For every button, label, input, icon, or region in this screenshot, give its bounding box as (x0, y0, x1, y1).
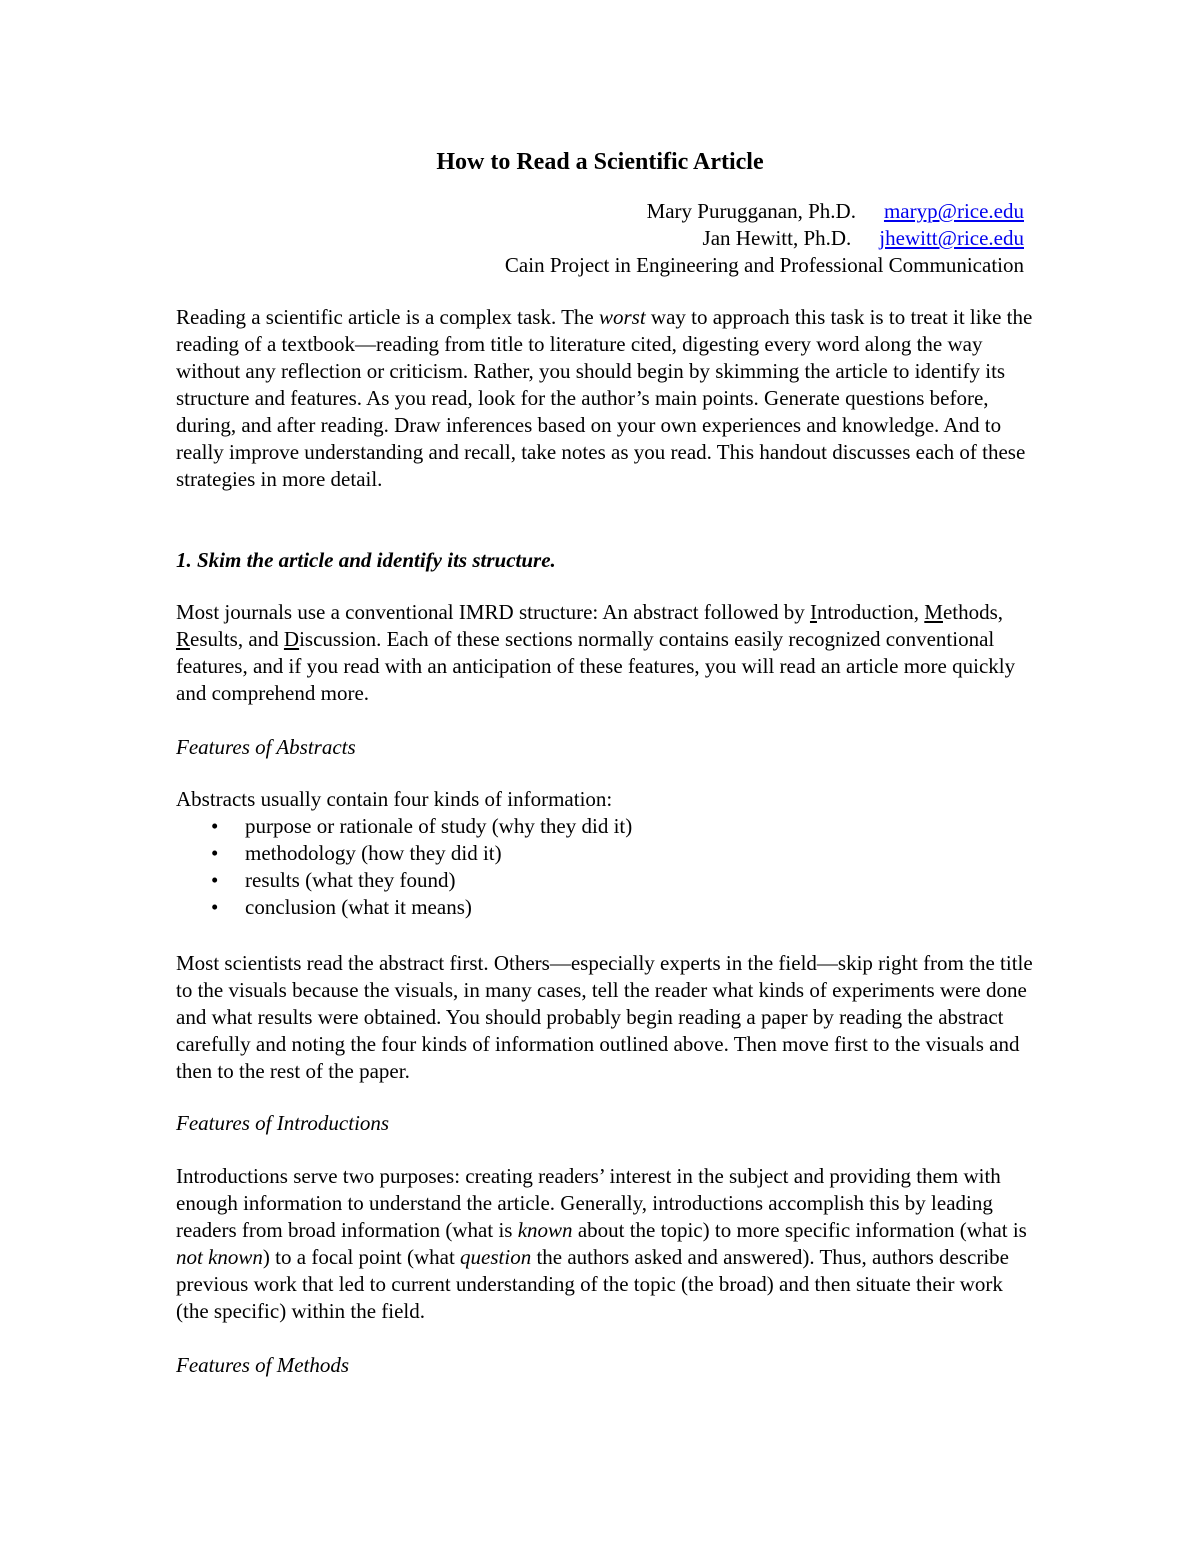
abstracts-lead: Abstracts usually contain four kinds of information: (176, 787, 613, 811)
list-item-text: results (what they found) (245, 868, 456, 892)
intro-text-b: way to approach this task is to treat it like the reading of a textbook—reading from title to literature cited, digesting every word along the way without any reflection or criticism. Rather, you should begin by skimming the article to identify its structure and features. As you read, look for the author’s main points. Generate questions before, during, and after reading. Draw inferences based on your own experiences and knowledge. And to really improve understanding and recall, take notes as you read. This handout discusses each of these strategies in more detail. (176, 305, 1033, 491)
abstracts-bullet-list (176, 813, 1036, 921)
bullet-icon: • (211, 895, 219, 919)
author-name: Jan Hewitt, Ph.D. (702, 226, 852, 250)
subheading-introductions: Features of Introductions (176, 1111, 390, 1135)
emphasis-known: known (517, 1218, 573, 1242)
intro-emphasis: worst (598, 305, 646, 329)
list-item-text: conclusion (what it means) (245, 895, 472, 919)
imrd-letter-i: I (809, 600, 817, 624)
imrd-text: ethods, (942, 600, 1004, 624)
introductions-paragraph (176, 1163, 1036, 1325)
emphasis-not-known: not known (176, 1245, 263, 1269)
page-title: How to Read a Scientific Article (436, 149, 764, 175)
intro-features-text: ) to a focal point (what (262, 1245, 461, 1269)
emphasis-question: question (460, 1245, 532, 1269)
intro-features-text: Introductions serve two purposes: creating readers’ interest in the subject and providing them with enough information to understand the article. Generally, introductions accomplish this by leading readers from broad information (what is (176, 1164, 1001, 1242)
subheading-abstracts: Features of Abstracts (176, 735, 356, 759)
author-email-link[interactable]: jhewitt@rice.edu (879, 226, 1024, 250)
imrd-letter-d: D (283, 627, 300, 651)
imrd-text: iscussion. Each of these sections normally contains easily recognized conventional features, and if you read with an anticipation of these features, you will read an article more quickly and comprehend more. (176, 627, 1016, 705)
author-email-link[interactable]: maryp@rice.edu (883, 199, 1024, 223)
subheading-methods: Features of Methods (176, 1353, 350, 1377)
list-item-text: purpose or rationale of study (why they did it) (245, 814, 633, 838)
intro-features-text: about the topic) to more specific information (what is (572, 1218, 1027, 1242)
imrd-text: esults, and (190, 627, 284, 651)
list-item-text: methodology (how they did it) (245, 841, 502, 865)
imrd-text: Most journals use a conventional IMRD structure: An abstract followed by (176, 600, 810, 624)
list-item (176, 840, 1036, 867)
imrd-letter-r: R (176, 627, 191, 651)
author-line (505, 225, 1024, 252)
section-heading-skim: 1. Skim the article and identify its structure. (176, 548, 556, 572)
author-block (505, 198, 1024, 279)
intro-paragraph (176, 304, 1036, 493)
abstracts-paragraph: Most scientists read the abstract first. Others—especially experts in the field—skip right from the title to the visuals because the visuals, in many cases, tell the reader what kinds of experiments were done and what results were obtained. You should probably begin reading a paper by reading the abstract carefully and noting the four kinds of information outlined above. Then move first to the visuals and then to the rest of the paper. (176, 951, 1033, 1083)
list-item (176, 894, 1036, 921)
bullet-icon: • (211, 868, 219, 892)
imrd-letter-m: M (924, 600, 943, 624)
list-item (176, 813, 1036, 840)
imrd-text: ntroduction, (816, 600, 925, 624)
intro-features-text: the authors asked and answered). Thus, authors describe previous work that led to current understanding of the topic (the broad) and then situate their work (the specific) within the field. (176, 1245, 1010, 1323)
intro-text-a: Reading a scientific article is a complex task. The (176, 305, 599, 329)
author-name: Mary Purugganan, Ph.D. (646, 199, 856, 223)
bullet-icon: • (211, 814, 219, 838)
bullet-icon: • (211, 841, 219, 865)
list-item (176, 867, 1036, 894)
abstracts-list-block (176, 786, 1036, 921)
imrd-paragraph (176, 599, 1036, 707)
affiliation: Cain Project in Engineering and Professional Communication (504, 253, 1024, 277)
author-line (505, 198, 1024, 225)
